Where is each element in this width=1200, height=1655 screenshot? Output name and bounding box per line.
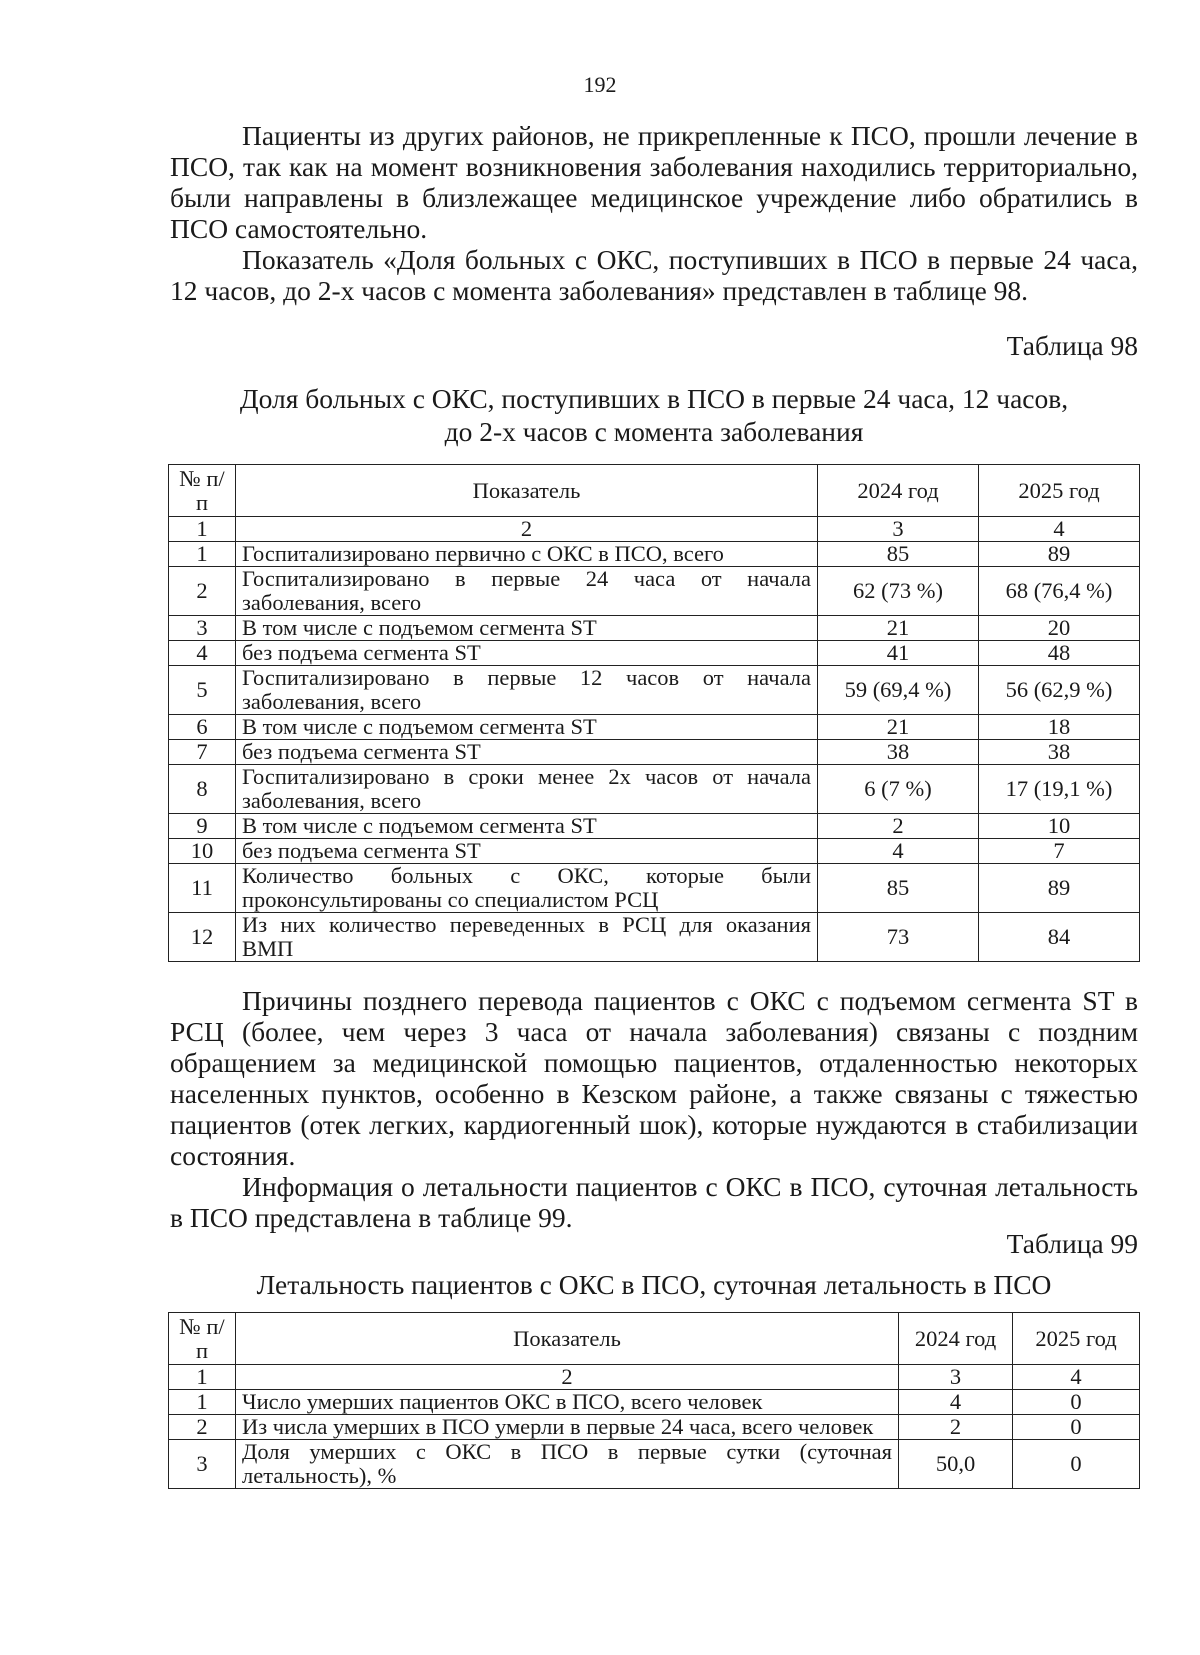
row-number: 11 xyxy=(169,864,236,913)
header-num: № п/п xyxy=(169,465,236,517)
header-2025: 2025 год xyxy=(979,465,1140,517)
value-2024: 4 xyxy=(899,1390,1013,1415)
value-2025: 7 xyxy=(979,839,1140,864)
row-indicator: без подъема сегмента ST xyxy=(236,740,818,765)
value-2025: 56 (62,9 %) xyxy=(979,666,1140,715)
page-number: 192 xyxy=(583,72,617,97)
table-99 xyxy=(168,1312,1140,1489)
table-row xyxy=(169,666,1140,715)
row-indicator: Госпитализировано в первые 24 часа от начала заболевания, всего xyxy=(236,567,818,616)
row-indicator: Доля умерших с ОКС в ПСО в первые сутки (суточная летальность), % xyxy=(236,1440,899,1489)
row-number: 5 xyxy=(169,666,236,715)
value-2024: 85 xyxy=(818,864,979,913)
row-number: 6 xyxy=(169,715,236,740)
row-number: 1 xyxy=(169,542,236,567)
value-2025: 0 xyxy=(1013,1390,1140,1415)
row-indicator: без подъема сегмента ST xyxy=(236,839,818,864)
paragraph-2: Показатель «Доля больных с ОКС, поступивших в ПСО в первые 24 часа, 12 часов, до 2-х часов с момента заболевания» представлен в таблице 98. xyxy=(170,244,1138,306)
row-number: 7 xyxy=(169,740,236,765)
row-indicator: Госпитализировано в сроки менее 2х часов от начала заболевания, всего xyxy=(236,765,818,814)
table-98-header-row xyxy=(169,465,1140,517)
table-99-column-numbers xyxy=(169,1365,1140,1390)
table-row xyxy=(169,839,1140,864)
row-number: 12 xyxy=(169,913,236,962)
value-2024: 41 xyxy=(818,641,979,666)
value-2025: 68 (76,4 %) xyxy=(979,567,1140,616)
row-number: 9 xyxy=(169,814,236,839)
row-number: 1 xyxy=(169,1390,236,1415)
table-98-title xyxy=(170,382,1138,448)
value-2024: 6 (7 %) xyxy=(818,765,979,814)
value-2025: 18 xyxy=(979,715,1140,740)
row-number: 8 xyxy=(169,765,236,814)
header-indicator: Показатель xyxy=(236,1313,899,1365)
row-indicator: Госпитализировано в первые 12 часов от начала заболевания, всего xyxy=(236,666,818,715)
header-2024: 2024 год xyxy=(818,465,979,517)
value-2024: 2 xyxy=(899,1415,1013,1440)
row-indicator: Количество больных с ОКС, которые были проконсультированы со специалистом РСЦ xyxy=(236,864,818,913)
table-row xyxy=(169,814,1140,839)
value-2025: 0 xyxy=(1013,1415,1140,1440)
table-99-body xyxy=(169,1390,1140,1489)
header-num: № п/п xyxy=(169,1313,236,1365)
value-2025: 89 xyxy=(979,542,1140,567)
value-2025: 84 xyxy=(979,913,1140,962)
table-98 xyxy=(168,464,1140,962)
table-row xyxy=(169,765,1140,814)
row-number: 3 xyxy=(169,1440,236,1489)
value-2024: 50,0 xyxy=(899,1440,1013,1489)
table-98-column-numbers xyxy=(169,517,1140,542)
table-row xyxy=(169,616,1140,641)
row-number: 2 xyxy=(169,1415,236,1440)
header-2024: 2024 год xyxy=(899,1313,1013,1365)
value-2025: 10 xyxy=(979,814,1140,839)
value-2024: 38 xyxy=(818,740,979,765)
table-98-title-line-2: до 2-х часов с момента заболевания xyxy=(444,416,864,447)
header-indicator: Показатель xyxy=(236,465,818,517)
row-indicator: В том числе с подъемом сегмента ST xyxy=(236,715,818,740)
table-row xyxy=(169,1390,1140,1415)
value-2025: 48 xyxy=(979,641,1140,666)
row-indicator: Из числа умерших в ПСО умерли в первые 24 часа, всего человек xyxy=(236,1415,899,1440)
table-row xyxy=(169,715,1140,740)
col-number: 4 xyxy=(1013,1365,1140,1390)
paragraph-3: Причины позднего перевода пациентов с ОКС с подъемом сегмента ST в РСЦ (более, чем через 3 часа от начала заболевания) связаны с поздним обращением за медицинской помощью пациентов, отдаленностью некоторых населенных пунктов, особенно в Кезском районе, а также связаны с тяжестью пациентов (отек легких, кардиогенный шок), которые нуждаются в стабилизации состояния. xyxy=(170,985,1138,1171)
value-2024: 2 xyxy=(818,814,979,839)
table-99-label: Таблица 99 xyxy=(1006,1228,1138,1259)
table-row xyxy=(169,542,1140,567)
table-row xyxy=(169,1415,1140,1440)
table-row xyxy=(169,1440,1140,1489)
paragraph-4: Информация о летальности пациентов с ОКС в ПСО, суточная летальность в ПСО представлена в таблице 99. xyxy=(170,1171,1138,1233)
table-99-header-row xyxy=(169,1313,1140,1365)
value-2024: 73 xyxy=(818,913,979,962)
table-98-label: Таблица 98 xyxy=(1006,330,1138,361)
col-number: 4 xyxy=(979,517,1140,542)
value-2024: 21 xyxy=(818,616,979,641)
value-2024: 62 (73 %) xyxy=(818,567,979,616)
row-indicator: Число умерших пациентов ОКС в ПСО, всего человек xyxy=(236,1390,899,1415)
table-row xyxy=(169,740,1140,765)
col-number: 1 xyxy=(169,1365,236,1390)
row-indicator: Госпитализировано первично с ОКС в ПСО, всего xyxy=(236,542,818,567)
col-number: 2 xyxy=(236,517,818,542)
col-number: 2 xyxy=(236,1365,899,1390)
table-row xyxy=(169,641,1140,666)
value-2025: 20 xyxy=(979,616,1140,641)
value-2024: 59 (69,4 %) xyxy=(818,666,979,715)
row-number: 3 xyxy=(169,616,236,641)
value-2025: 0 xyxy=(1013,1440,1140,1489)
value-2025: 17 (19,1 %) xyxy=(979,765,1140,814)
table-98-body xyxy=(169,542,1140,962)
value-2024: 4 xyxy=(818,839,979,864)
row-number: 4 xyxy=(169,641,236,666)
value-2024: 21 xyxy=(818,715,979,740)
row-number: 2 xyxy=(169,567,236,616)
row-number: 10 xyxy=(169,839,236,864)
table-row xyxy=(169,864,1140,913)
table-row xyxy=(169,913,1140,962)
row-indicator: без подъема сегмента ST xyxy=(236,641,818,666)
table-98-title-line-1: Доля больных с ОКС, поступивших в ПСО в первые 24 часа, 12 часов, xyxy=(239,383,1069,414)
value-2025: 89 xyxy=(979,864,1140,913)
header-2025: 2025 год xyxy=(1013,1313,1140,1365)
row-indicator: В том числе с подъемом сегмента ST xyxy=(236,814,818,839)
value-2025: 38 xyxy=(979,740,1140,765)
value-2024: 85 xyxy=(818,542,979,567)
col-number: 3 xyxy=(899,1365,1013,1390)
row-indicator: В том числе с подъемом сегмента ST xyxy=(236,616,818,641)
col-number: 3 xyxy=(818,517,979,542)
row-indicator: Из них количество переведенных в РСЦ для оказания ВМП xyxy=(236,913,818,962)
table-row xyxy=(169,567,1140,616)
table-99-title: Летальность пациентов с ОКС в ПСО, суточная летальность в ПСО xyxy=(256,1269,1052,1300)
paragraph-1: Пациенты из других районов, не прикрепленные к ПСО, прошли лечение в ПСО, так как на момент возникновения заболевания находились территориально, были направлены в близлежащее медицинское учреждение либо обратились в ПСО самостоятельно. xyxy=(170,120,1138,244)
col-number: 1 xyxy=(169,517,236,542)
